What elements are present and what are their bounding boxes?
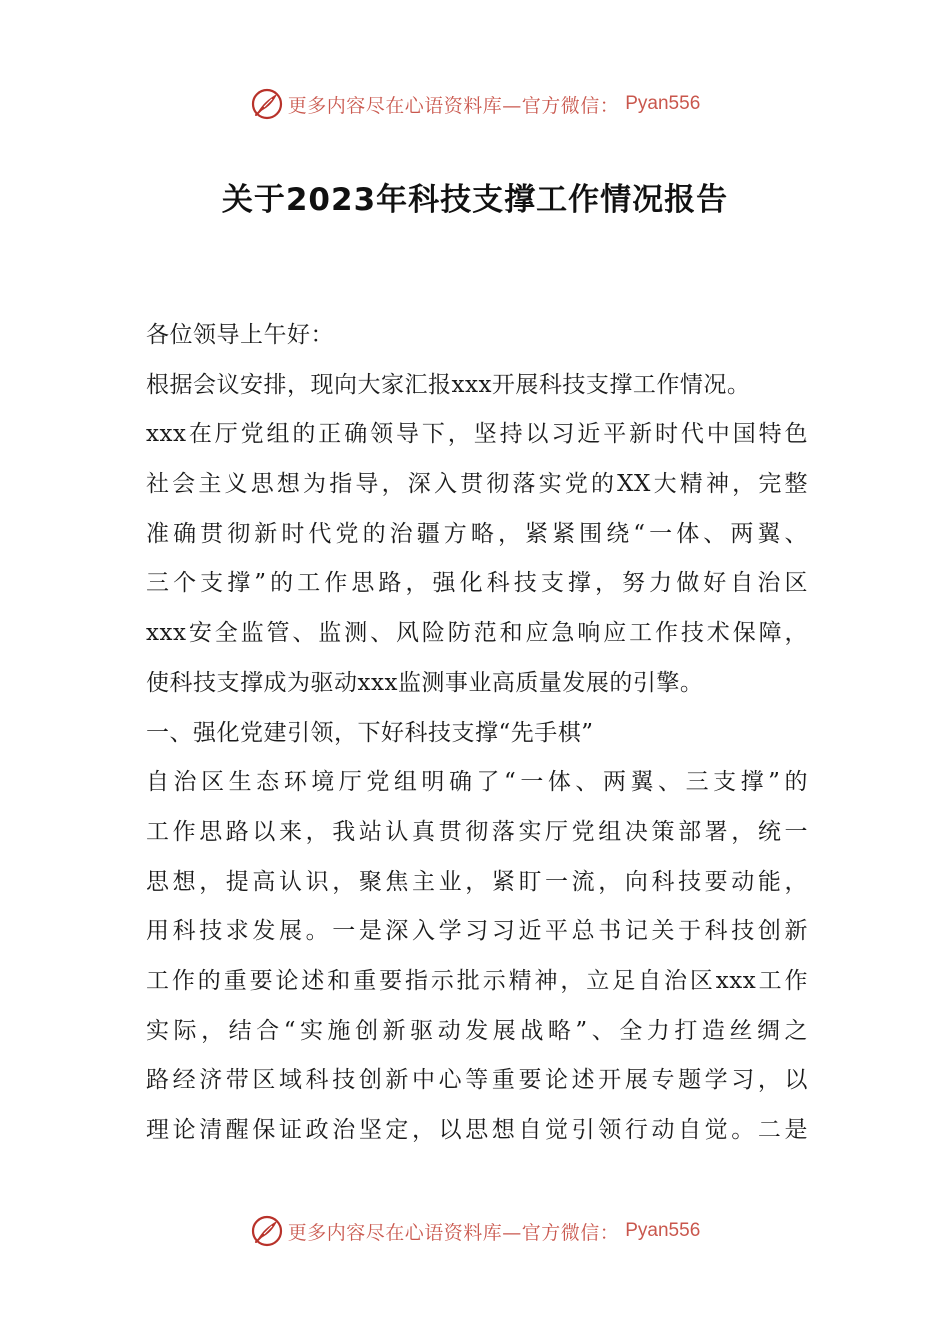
banner-text: 更多内容尽在心语资料库—官方微信：: [287, 1221, 620, 1244]
paragraph-line: 工作的重要论述和重要指示批示精神，立足自治区xxx工作: [146, 967, 808, 994]
document-title: 关于2023年科技支撑工作情况报告: [221, 182, 729, 218]
document-body: [146, 311, 808, 1156]
footer-banner: [0, 1211, 950, 1251]
paragraph-line: 工作思路以来，我站认真贯彻落实厅党组决策部署，统一: [146, 818, 808, 845]
paragraph-line: xxx在厅党组的正确领导下，坚持以习近平新时代中国特色: [146, 421, 808, 448]
paragraph-line: 实际，结合“实施创新驱动发展战略”、全力打造丝绸之: [146, 1017, 808, 1044]
header-banner: [0, 84, 950, 124]
paragraph-line: 社会主义思想为指导，深入贯彻落实党的XX大精神，完整: [146, 471, 808, 498]
paragraph-line: 用科技求发展。一是深入学习习近平总书记关于科技创新: [146, 918, 808, 945]
banner-wechat-id: Pyan556: [625, 1220, 701, 1241]
paragraph-line: 准确贯彻新时代党的治疆方略，紧紧围绕“一体、两翼、: [146, 520, 808, 547]
paragraph-line: 三个支撑”的工作思路，强化科技支撑，努力做好自治区: [146, 570, 808, 597]
paragraph-line: 根据会议安排，现向大家汇报xxx开展科技支撑工作情况。: [146, 371, 751, 398]
banner-wechat-id: Pyan556: [625, 93, 701, 114]
quill-logo-icon: [250, 87, 284, 121]
paragraph-line: 理论清醒保证政治坚定，以思想自觉引领行动自觉。二是: [146, 1117, 808, 1143]
paragraph-line: 思想，提高认识，聚焦主业，紧盯一流，向科技要动能，: [146, 868, 808, 895]
salutation-line: 各位领导上午好：: [146, 322, 334, 348]
section-heading: 一、强化党建引领，下好科技支撑“先手棋”: [146, 719, 594, 746]
paragraph-line: 路经济带区域科技创新中心等重要论述开展专题学习，以: [146, 1067, 808, 1094]
quill-logo-icon: [250, 1214, 284, 1248]
paragraph-line: xxx安全监管、监测、风险防范和应急响应工作技术保障，: [146, 620, 808, 647]
banner-text: 更多内容尽在心语资料库—官方微信：: [287, 94, 620, 117]
paragraph-line: 使科技支撑成为驱动xxx监测事业高质量发展的引擎。: [146, 669, 704, 696]
paragraph-line: 自治区生态环境厅党组明确了“一体、两翼、三支撑”的: [146, 769, 808, 796]
